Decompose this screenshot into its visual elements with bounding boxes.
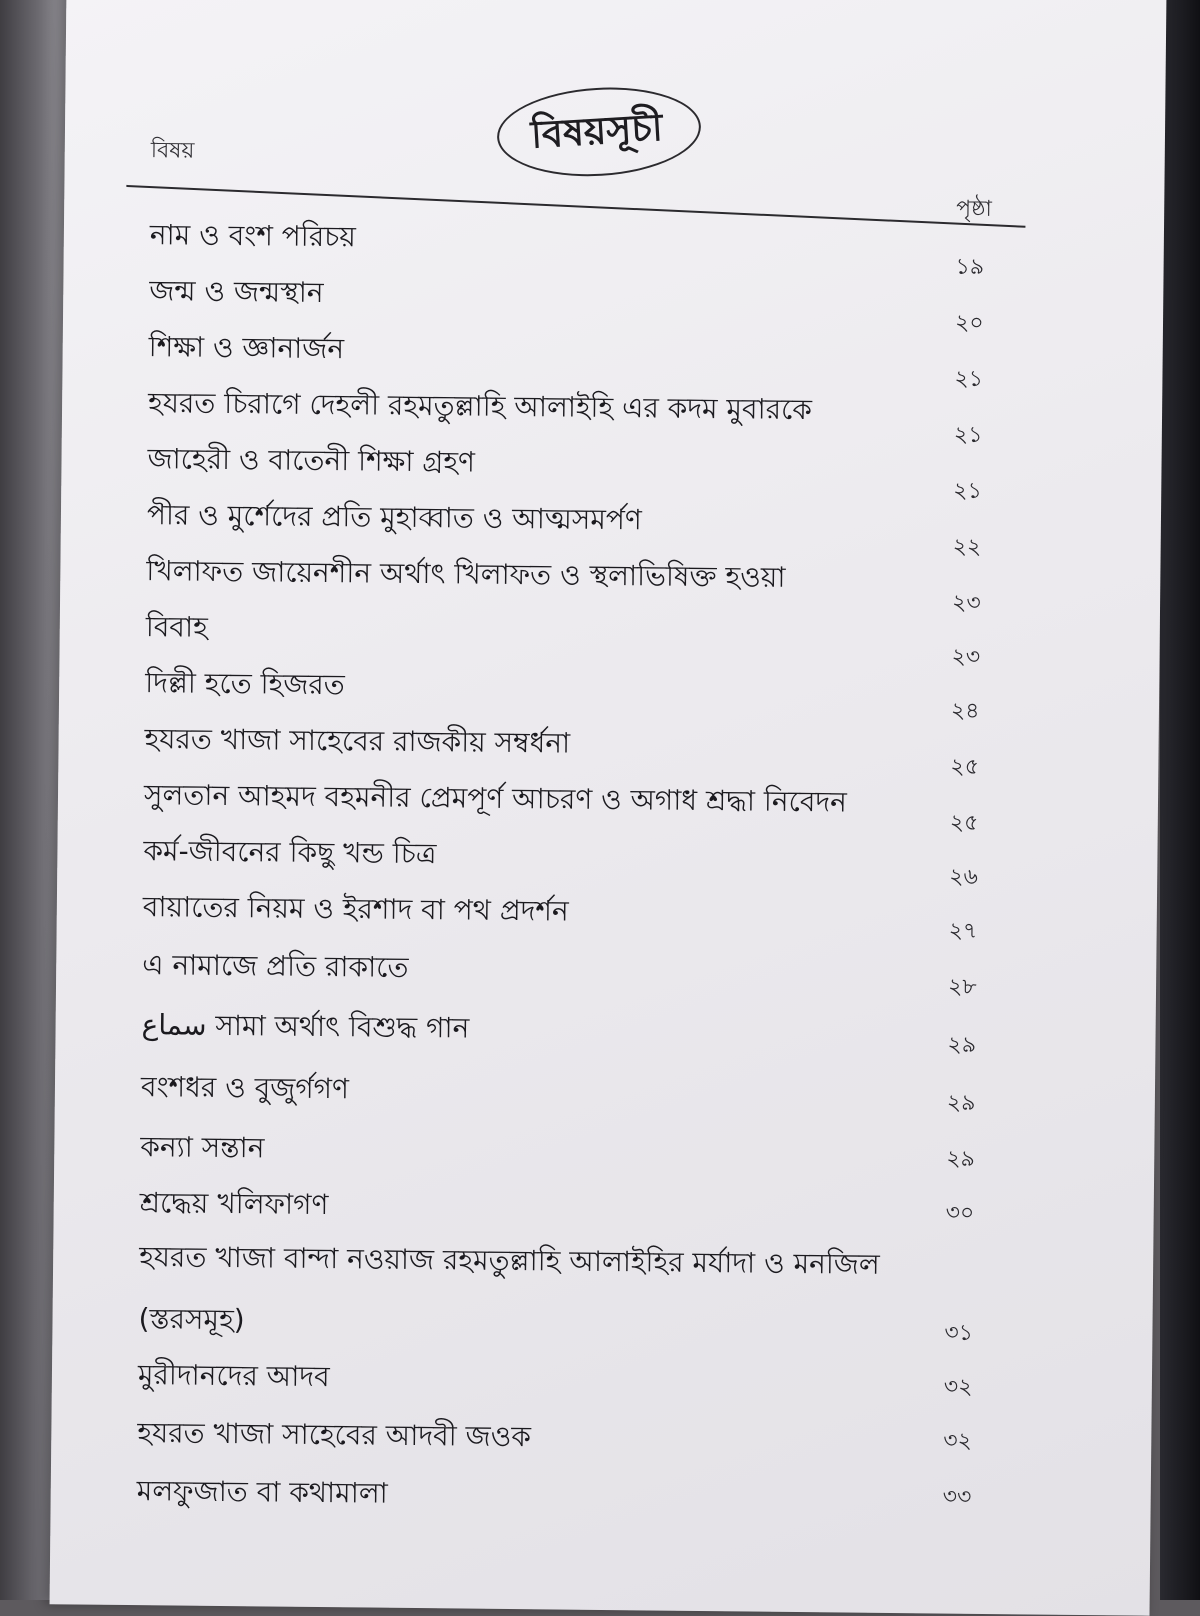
toc-entry-title: মলফুজাত বা কথামালা <box>136 1474 388 1510</box>
toc-entry-title: (স্তরসমূহ) <box>138 1302 245 1337</box>
toc-entry-title: কন্যা সন্তান <box>140 1130 265 1165</box>
toc-entry-page-number: ২০ <box>954 310 984 336</box>
toc-entry-page-number: ২৬ <box>949 864 978 890</box>
toc-entry-page-number: ২১ <box>953 422 983 448</box>
toc-entry-page-number: ৩০ <box>945 1200 975 1226</box>
toc-entry-title: খিলাফত জায়েনশীন অর্থাৎ খিলাফত ও স্থলাভিষিক্ত হওয়া <box>146 554 786 594</box>
toc-entry-title: হযরত চিরাগে দেহলী রহমতুল্লাহি আলাইহি এর কদম মুবারকে <box>147 386 813 427</box>
toc-entry-page-number: ৩২ <box>943 1428 973 1454</box>
toc-entry-title: জাহেরী ও বাতেনী শিক্ষা গ্রহণ <box>147 442 476 479</box>
toc-entry-title: বায়াতের নিয়ম ও ইরশাদ বা পথ প্রদর্শন <box>142 890 569 928</box>
toc-entry-page-number: ২৯ <box>946 1090 976 1116</box>
toc-entry-page-number: ২৩ <box>951 590 981 616</box>
toc-entry-page-number: ২৭ <box>948 918 978 944</box>
toc-entry-page-number: ১৯ <box>955 254 985 280</box>
toc-entry-title: জন্ম ও জন্মস্থান <box>149 274 324 309</box>
toc-entry-title: হযরত খাজা সাহেবের রাজকীয় সম্বর্ধনা <box>144 722 571 760</box>
toc-entry-title: বংশধর ও বুজুর্গগণ <box>140 1070 350 1106</box>
toc-entry-title: শ্রদ্ধেয় খলিফাগণ <box>139 1186 329 1222</box>
toc-entry-page-number: ২৩ <box>951 644 981 670</box>
column-header-subject: বিষয় <box>150 138 195 164</box>
toc-entry-page-number: ২৯ <box>946 1146 975 1172</box>
column-header-page: পৃষ্ঠা <box>956 196 992 222</box>
toc-entry-page-number: ২১ <box>954 366 984 392</box>
toc-entry-title: নাম ও বংশ পরিচয় <box>149 218 356 254</box>
book-page <box>50 0 1167 1616</box>
toc-entry-title: এ নামাজে প্রতি রাকাতে <box>142 948 409 984</box>
toc-entry-title: পীর ও মুর্শেদের প্রতি মুহাব্বাত ও আত্মসমর্পণ <box>146 498 642 537</box>
toc-entry-title: হযরত খাজা সাহেবের আদবী জওক <box>137 1416 532 1454</box>
toc-entry-page-number: ২২ <box>952 534 982 560</box>
toc-entry-page-number: ৩১ <box>944 1320 974 1346</box>
toc-entry-page-number: ২৮ <box>947 974 977 1000</box>
toc-entry-title: কর্ম-জীবনের কিছু খন্ড চিত্র <box>143 834 437 871</box>
toc-entry-title: শিক্ষা ও জ্ঞানার্জন <box>148 330 345 366</box>
toc-entry-page-number: ২১ <box>953 478 982 504</box>
toc-entry-title: হযরত খাজা বান্দা নওয়াজ রহমতুল্লাহি আলাইহির মর্যাদা ও মনজিল <box>139 1240 880 1281</box>
toc-entry-title: سماع সামা অর্থাৎ বিশুদ্ধ গান <box>141 1008 470 1045</box>
toc-entry-title: মুরীদানদের আদব <box>137 1358 330 1394</box>
toc-entry-page-number: ২৫ <box>949 810 979 836</box>
toc-entry-page-number: ২৪ <box>950 698 980 724</box>
toc-entry-title: দিল্লী হতে হিজরত <box>145 666 345 702</box>
toc-entry-page-number: ২৯ <box>947 1032 977 1058</box>
page-title: বিষয়সূচী <box>529 104 664 157</box>
table-of-contents <box>50 0 1167 1616</box>
toc-entry-title: সুলতান আহমদ বহমনীর প্রেমপূর্ণ আচরণ ও অগাধ শ্রদ্ধা নিবেদন <box>143 778 848 819</box>
toc-entry-title: বিবাহ <box>145 610 208 644</box>
toc-entry-page-number: ৩২ <box>943 1374 973 1400</box>
background-edge <box>1160 0 1200 1600</box>
toc-entry-page-number: ২৫ <box>950 754 980 780</box>
toc-entry-page-number: ৩৩ <box>942 1484 972 1510</box>
